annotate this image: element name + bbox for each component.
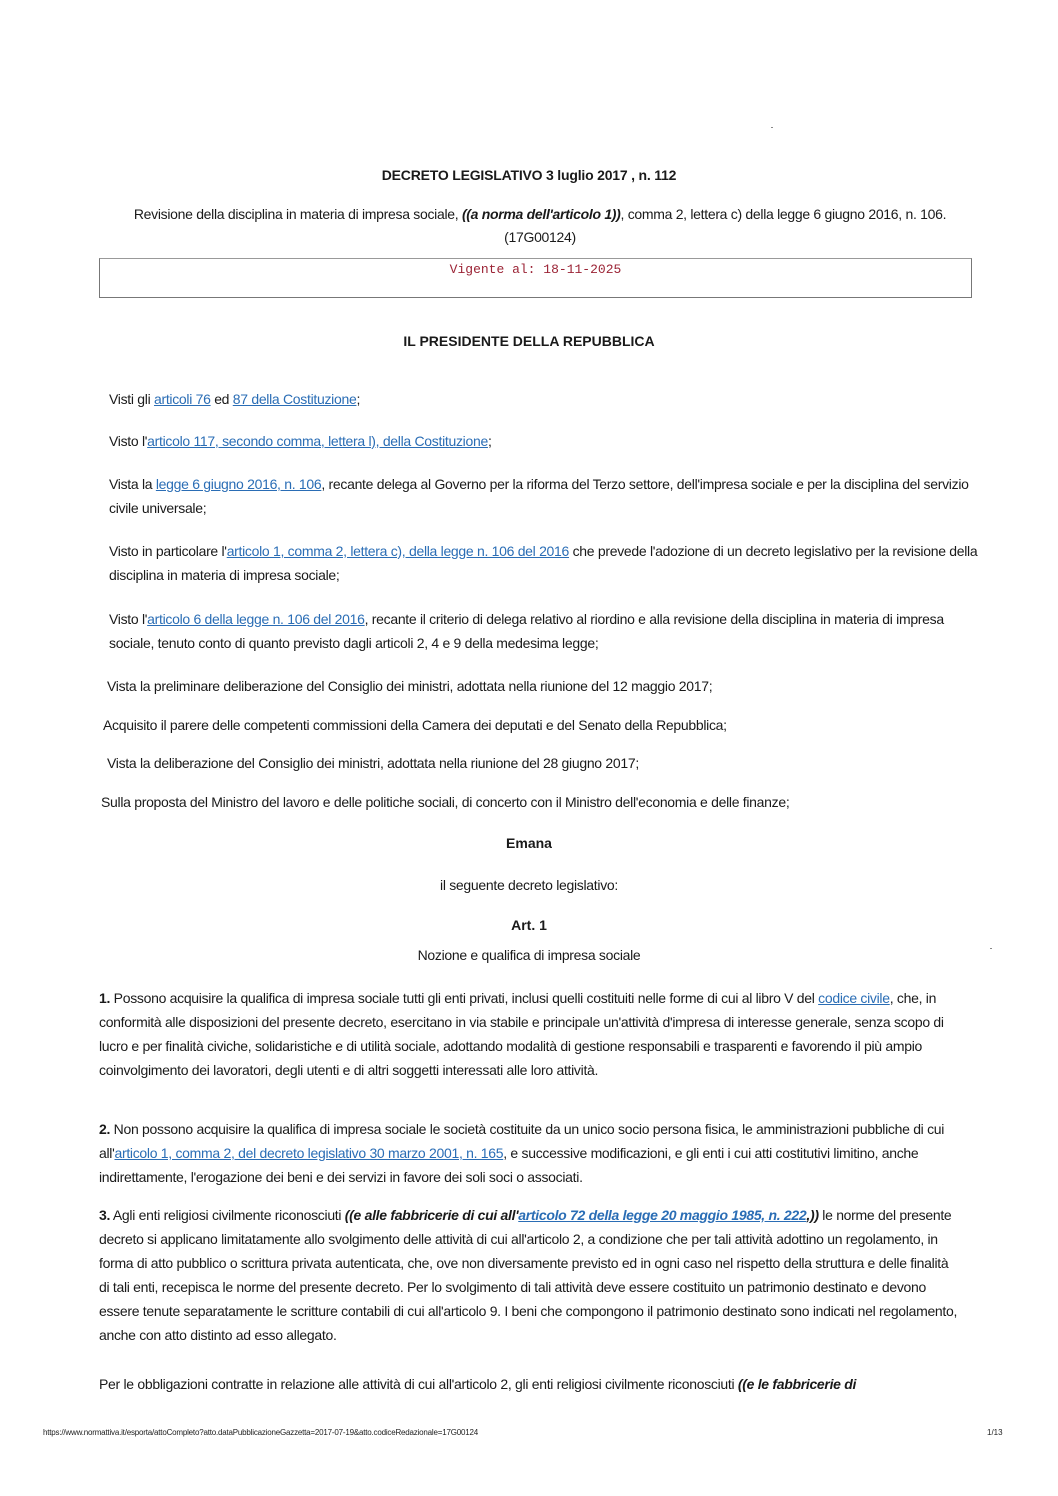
vigente-date: Vigente al: 18-11-2025 [449,262,622,277]
comma-2: 2. Non possono acquisire la qualifica di impresa sociale le società costituite da un unico socio persona fisica, le amministrazioni pubbliche di cui all'articolo 1, comma 2, del decreto legislativo 30 marzo 2001, n. 165, e successive modificazioni, e gli enti i cui atti costitutivi limitino, anche indirettamente, l'erogazione dei beni e dei servizi in favore dei soli soci o associati. [99,1121,945,1185]
scan-speck [771,127,773,128]
comma-1: 1. Possono acquisire la qualifica di impresa sociale tutti gli enti privati, inclusi quelli costituiti nelle forme di cui al libro V del codice civile, che, in conformità alle disposizioni del presente decreto, esercitano in via stabile e principale un'attività d'impresa di interesse generale, senza scopo di lucro e per finalità civiche, solidaristiche e di utilità sociale, adottando modalità di gestione responsabili e trasparenti e favorendo il più ampio coinvolgimento dei lavoratori, degli utenti e di altri soggetti interessati alle loro attività. [99,990,944,1078]
page-number: 1/13 [987,1428,1003,1437]
link-dlgs-165-2001[interactable]: articolo 1, comma 2, del decreto legislativo 30 marzo 2001, n. 165 [114,1145,504,1161]
emana-heading: Emana [506,835,552,851]
comma-3-continuation: Per le obbligazioni contratte in relazione alle attività di cui all'articolo 2, gli enti religiosi civilmente riconosciuti ((e le fabbricerie di [99,1376,857,1392]
link-legge-222-1985[interactable]: articolo 72 della legge 20 maggio 1985, n. 222 [518,1207,807,1223]
link-articoli-76[interactable]: articoli 76 [153,391,211,407]
link-articolo-1-comma-2[interactable]: articolo 1, comma 2, lettera c), della legge n. 106 del 2016 [226,543,570,559]
link-articolo-6[interactable]: articolo 6 della legge n. 106 del 2016 [147,611,365,627]
preamble-paragraph: Visto in particolare l'articolo 1, comma 2, lettera c), della legge n. 106 del 2016 che prevede l'adozione di un decreto legislativo per la revisione della disciplina in materia di impresa sociale; [109,543,978,583]
preamble-paragraph: Visti gli articoli 76 ed 87 della Costituzione; [109,391,361,407]
link-articolo-117[interactable]: articolo 117, secondo comma, lettera l), della Costituzione [147,433,488,449]
article-number: Art. 1 [511,917,547,933]
footer-url: https://www.normattiva.it/esporta/attoCompleto?atto.dataPubblicazioneGazzetta=2017-07-19&atto.codiceRedazionale=17G00124 [43,1428,478,1437]
preamble-paragraph: Vista la legge 6 giugno 2016, n. 106, recante delega al Governo per la riforma del Terzo settore, dell'impresa sociale e per la disciplina del servizio civile universale; [109,476,969,516]
link-87-costituzione[interactable]: 87 della Costituzione [232,391,357,407]
vigente-box [99,258,972,298]
link-codice-civile[interactable]: codice civile [818,990,890,1006]
comma-3: 3. Agli enti religiosi civilmente riconosciuti ((e alle fabbricerie di cui all'articolo 72 della legge 20 maggio 1985, n. 222,)) le norme del presente decreto si applicano limitatamente allo svolgimento delle attività di cui all'articolo 2, a condizione che per tali attività adottino un regolamento, in forma di atto pubblico o scrittura privata autenticata, che, ove non diversamente previsto ed in ogni caso nel rispetto della struttura e delle finalità di tali enti, recepisca le norme del presente decreto. Per lo svolgimento di tali attività deve essere costituito un patrimonio destinato e devono essere tenute separatamente le scritture contabili di cui all'articolo 9. I beni che compongono il patrimonio destinato sono indicati nel regolamento, anche con atto distinto ad esso allegato. [99,1207,958,1343]
preamble-paragraph: Vista la deliberazione del Consiglio dei ministri, adottata nella riunione del 28 giugno 2017; [107,755,639,771]
preamble-paragraph: Sulla proposta del Ministro del lavoro e delle politiche sociali, di concerto con il Ministro dell'economia e delle finanze; [101,794,790,810]
preamble-paragraph: Visto l'articolo 6 della legge n. 106 del 2016, recante il criterio di delega relativo al riordino e alla revisione della disciplina in materia di impresa sociale, tenuto conto di quanto previsto dagli articoli 2, 4 e 9 della medesima legge; [109,611,944,651]
document-subtitle: Revisione della disciplina in materia di impresa sociale, ((a norma dell'articolo 1)), comma 2, lettera c) della legge 6 giugno 2016, n. 106. (17G00124) [133,206,947,245]
link-legge-106-2016[interactable]: legge 6 giugno 2016, n. 106 [155,476,322,492]
amendment-note: ((a norma dell'articolo 1)) [461,206,621,222]
document-title: DECRETO LEGISLATIVO 3 luglio 2017 , n. 112 [381,167,677,183]
preamble-paragraph: Acquisito il parere delle competenti commissioni della Camera dei deputati e del Senato della Repubblica; [103,717,727,733]
preamble-paragraph: Visto l'articolo 117, secondo comma, lettera l), della Costituzione; [109,433,492,449]
preamble-heading: IL PRESIDENTE DELLA REPUBBLICA [403,333,655,349]
preamble-paragraph: Vista la preliminare deliberazione del Consiglio dei ministri, adottata nella riunione del 12 maggio 2017; [107,678,713,694]
seguente-text: il seguente decreto legislativo: [440,877,618,893]
article-title: Nozione e qualifica di impresa sociale [417,947,641,963]
